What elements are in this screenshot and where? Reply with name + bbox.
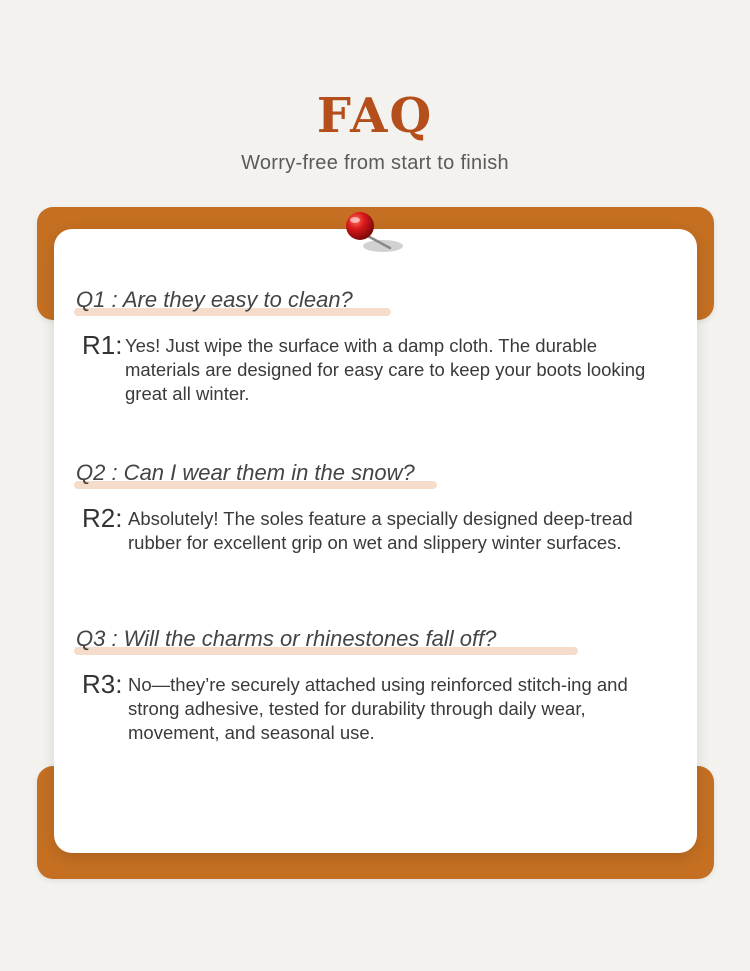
question-1: [76, 287, 353, 316]
push-pin-icon: [338, 204, 408, 260]
answer-label: R2:: [82, 503, 123, 533]
answer-label: R3:: [82, 669, 123, 699]
question-3: [76, 626, 496, 655]
faq-item-3: [54, 626, 697, 743]
answer-text: Yes! Just wipe the surface with a damp cloth. The durable materials are designed for easy care to keep your boots looking great all winter.: [125, 335, 646, 404]
question-text: Q3 : Will the charms or rhinestones fall off?: [76, 626, 497, 651]
question-text: Q1 : Are they easy to clean?: [76, 287, 353, 312]
answer-text: Absolutely! The soles feature a specially designed deep-tread rubber for excellent grip on wet and slippery winter surfaces.: [128, 508, 633, 553]
page-subtitle: Worry-free from start to finish: [241, 152, 509, 174]
answer-label: R1:: [82, 330, 123, 360]
faq-card: [54, 229, 697, 853]
faq-item-1: [54, 287, 697, 404]
faq-item-2: [54, 460, 697, 553]
question-2: [76, 460, 415, 489]
question-text: Q2 : Can I wear them in the snow?: [76, 460, 415, 485]
page-title: FAQ: [316, 88, 434, 144]
answer-text: No—they’re securely attached using reinforced stitch-ing and strong adhesive, tested for durability through daily wear, movement, and seasonal use.: [128, 674, 628, 743]
